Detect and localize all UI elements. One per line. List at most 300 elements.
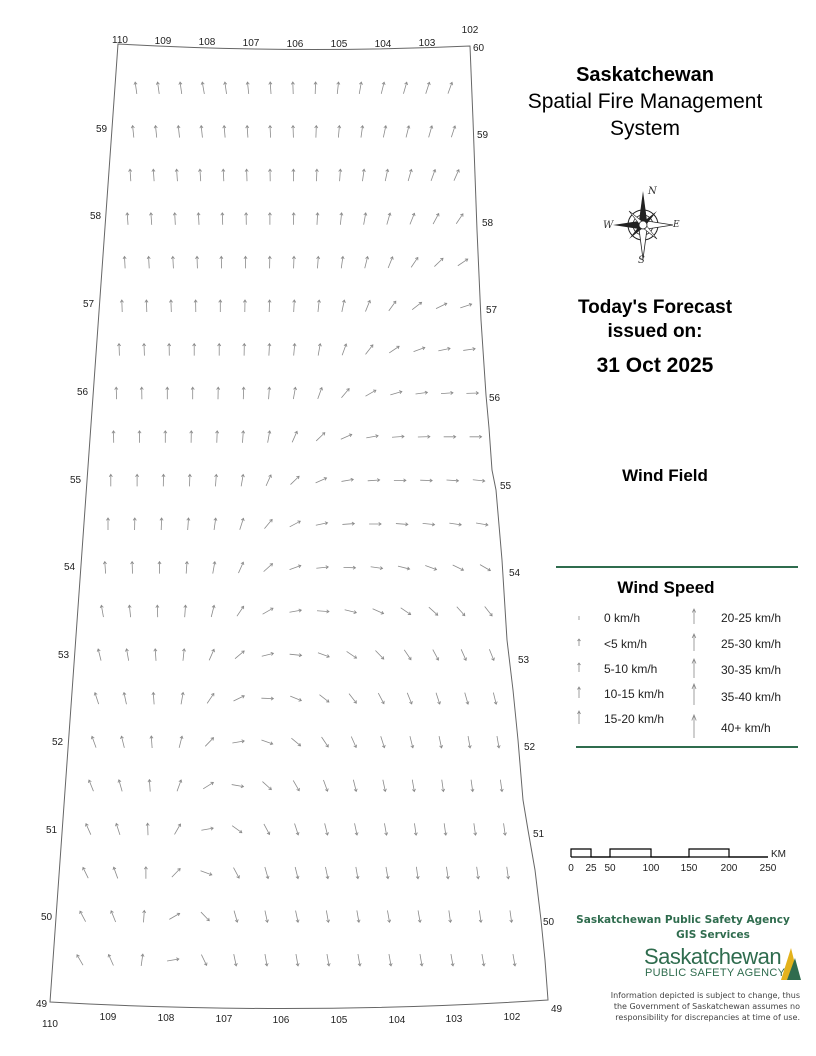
bottom-longitude-label: 110 [42, 1019, 58, 1030]
wind-arrow [220, 256, 223, 268]
wind-arrow [148, 780, 152, 792]
left-latitude-label: 58 [90, 211, 102, 222]
wind-arrow [289, 653, 301, 657]
wind-arrow [317, 609, 329, 613]
wind-arrow [505, 867, 510, 879]
wind-arrow [315, 521, 327, 527]
wind-arrow [156, 82, 161, 94]
wind-arrow [384, 867, 389, 879]
wind-arrow [368, 478, 380, 482]
wind-arrow [392, 435, 404, 439]
disclaimer [588, 990, 800, 1023]
compass-e: E [673, 220, 680, 230]
wind-arrow [126, 213, 130, 225]
wind-arrow [245, 126, 249, 138]
wind-arrow [386, 910, 391, 922]
top-longitude-label: 109 [154, 36, 172, 47]
scale-bar [571, 849, 768, 857]
wind-arrow [430, 169, 437, 181]
wind-arrow [388, 345, 400, 354]
wind-arrow [508, 910, 513, 922]
wind-arrow [150, 736, 154, 748]
wind-arrow [112, 431, 115, 443]
wind-arrow [424, 82, 431, 94]
wind-arrow [142, 910, 146, 922]
wind-arrow [181, 649, 185, 661]
bottom-longitude-label: 106 [272, 1015, 290, 1026]
wind-arrow [341, 478, 353, 483]
wind-arrow [211, 561, 216, 573]
wind-arrow [84, 823, 92, 835]
wind-arrow [338, 169, 342, 181]
wind-arrows-layer [76, 82, 517, 966]
wind-arrow [198, 169, 202, 181]
wind-arrow [402, 82, 408, 94]
wind-arrow [425, 564, 437, 571]
wind-arrow [87, 779, 94, 791]
agency-department: GIS Services [676, 929, 750, 941]
wind-arrow [222, 125, 226, 137]
wind-arrow [201, 827, 213, 832]
wind-arrow [263, 910, 269, 922]
wind-arrow [316, 256, 320, 268]
wind-arrow [268, 169, 271, 181]
wind-arrow [268, 256, 271, 268]
legend-top-rule [556, 566, 798, 568]
wind-arrow [262, 607, 274, 616]
wind-arrow [317, 651, 329, 658]
legend-item: 20-25 km/h [721, 611, 782, 625]
wind-arrow [411, 779, 416, 791]
wind-arrow [420, 479, 432, 483]
wind-arrow [449, 954, 454, 966]
wind-arrow [191, 387, 194, 399]
wind-arrow [167, 344, 170, 356]
wind-arrow [140, 954, 145, 966]
wind-arrow [323, 823, 329, 835]
wind-arrow [103, 562, 107, 574]
wind-arrow [216, 387, 219, 399]
wind-arrow [233, 694, 245, 702]
wind-arrow [133, 518, 136, 530]
wind-arrow [268, 300, 272, 312]
wind-arrow [169, 300, 173, 312]
wind-arrow [152, 169, 156, 181]
wind-arrow [416, 910, 421, 922]
wind-arrow [232, 739, 244, 744]
wind-arrow [411, 301, 422, 311]
wind-arrow [115, 387, 119, 399]
wind-arrow [261, 738, 273, 745]
wind-arrow [365, 389, 377, 398]
wind-arrow [415, 391, 427, 396]
wind-arrow [166, 387, 169, 399]
wind-arrow [268, 213, 271, 225]
wind-arrow [352, 779, 358, 791]
wind-arrow [394, 479, 406, 482]
wind-arrow [449, 522, 461, 527]
wind-arrow [136, 474, 139, 486]
title-system-line: Spatial Fire Management [527, 90, 763, 113]
wind-arrow [268, 126, 272, 138]
scale-tick: 200 [720, 863, 738, 874]
wind-arrow [316, 387, 323, 399]
wind-arrow [208, 649, 216, 661]
wind-arrow [460, 303, 472, 310]
wind-arrow [232, 867, 240, 879]
wind-arrow [210, 605, 216, 617]
wind-arrow [201, 82, 206, 94]
wind-arrow [473, 478, 485, 482]
scale-tick: 100 [642, 863, 660, 874]
wind-arrow [76, 954, 85, 966]
top-longitude-label: 108 [198, 37, 216, 48]
right-latitude-label: 50 [543, 917, 555, 928]
left-latitude-label: 55 [70, 475, 82, 486]
wind-arrow [452, 169, 460, 181]
wind-arrow [188, 474, 192, 486]
wind-arrow [128, 169, 132, 181]
wind-arrow [342, 522, 354, 526]
wind-arrow [455, 213, 464, 225]
legend-title: Wind Speed [617, 578, 715, 597]
wind-arrow [197, 213, 201, 225]
wind-arrow [266, 431, 271, 443]
wind-arrow [363, 256, 369, 268]
wind-arrow [396, 522, 408, 526]
forecast-date: 31 Oct 2025 [596, 354, 714, 377]
wind-arrow [200, 125, 204, 137]
wind-arrow [382, 125, 388, 137]
wind-arrow [324, 867, 330, 879]
wind-arrow [447, 910, 452, 922]
wind-arrow [337, 125, 341, 137]
scale-unit: KM [771, 849, 786, 860]
wind-arrow [372, 607, 384, 615]
agency-logo [644, 944, 802, 984]
wind-arrow [173, 823, 182, 835]
top-longitude-label: 103 [418, 38, 436, 49]
wind-arrow [408, 736, 414, 748]
wind-arrow [134, 82, 139, 94]
legend-item: 5-10 km/h [604, 662, 658, 676]
wind-arrow [476, 521, 488, 526]
wind-arrow [370, 565, 382, 570]
left-latitude-label: 54 [64, 562, 76, 573]
wind-arrow [364, 300, 371, 312]
wind-arrow [406, 692, 413, 704]
wind-arrow [162, 474, 165, 486]
wind-arrow [263, 954, 268, 966]
wind-arrow [403, 649, 412, 661]
wind-arrow [339, 213, 343, 225]
wind-arrow [408, 213, 415, 225]
wind-arrow [261, 697, 273, 701]
wind-arrow [343, 566, 355, 570]
wind-arrow [291, 82, 295, 94]
wind-arrow [195, 256, 199, 268]
wind-arrow [202, 781, 214, 790]
wind-arrow [244, 256, 247, 268]
title-block [500, 62, 790, 142]
wind-arrow [138, 431, 141, 443]
wind-arrow [383, 823, 388, 835]
disclaimer-line: the Government of Saskatchewan assumes no [613, 1002, 800, 1011]
wind-arrow [358, 82, 363, 94]
wind-arrow [125, 649, 130, 661]
wind-arrow [110, 910, 117, 922]
wind-arrow [362, 213, 367, 225]
wind-arrow [418, 954, 423, 966]
wind-arrow [314, 126, 318, 138]
wind-arrow [292, 300, 296, 312]
compass-s: S [638, 255, 645, 266]
wind-arrow [340, 433, 352, 441]
wind-arrow [289, 609, 301, 614]
wind-arrow [413, 346, 425, 353]
right-latitude-label: 49 [551, 1004, 563, 1015]
wind-arrow [404, 125, 410, 137]
wind-arrow [483, 605, 493, 616]
wind-arrow [315, 431, 326, 442]
wind-arrow [123, 256, 127, 268]
wind-arrow [478, 910, 483, 922]
wind-arrow [422, 522, 434, 526]
wind-arrow [240, 474, 245, 486]
wind-arrow [246, 82, 250, 94]
wind-arrow [173, 213, 177, 225]
wind-arrow [293, 823, 300, 835]
wind-arrow [456, 606, 466, 617]
wind-arrow [176, 779, 183, 791]
wind-arrow [441, 391, 453, 395]
agency-name: Saskatchewan Public Safety Agency [576, 914, 790, 926]
wind-arrow [171, 256, 175, 268]
wind-arrow [457, 258, 469, 267]
agency-credit [560, 913, 806, 943]
wind-arrow [364, 344, 374, 355]
top-longitude-label: 110 [112, 35, 128, 46]
wind-arrow [390, 390, 402, 396]
bottom-longitude-label: 105 [330, 1015, 348, 1026]
wind-arrow [387, 300, 397, 312]
wind-arrow [175, 169, 179, 181]
wind-arrow [428, 606, 439, 616]
wind-arrow [171, 867, 182, 878]
wind-arrow [107, 954, 115, 966]
wind-arrow [289, 520, 301, 528]
right-latitude-label: 58 [482, 218, 494, 229]
wind-arrow [194, 300, 197, 312]
wind-arrow [410, 257, 419, 269]
wind-arrow [315, 476, 327, 484]
wind-arrow [340, 300, 346, 312]
wind-arrow [355, 910, 360, 922]
wind-arrow [261, 652, 273, 658]
wind-arrow [261, 780, 272, 790]
wind-arrow [154, 125, 158, 137]
logo-subtitle: PUBLIC SAFETY AGENCY [645, 967, 786, 979]
left-latitude-label: 56 [77, 387, 89, 398]
wind-arrow [361, 169, 366, 181]
wind-arrow [398, 565, 410, 571]
wind-arrow [233, 910, 239, 922]
wind-arrow [149, 213, 153, 225]
layer-title: Wind Field [622, 466, 708, 485]
wind-arrow [120, 736, 126, 748]
wind-arrow [294, 867, 300, 879]
wind-arrow [292, 169, 295, 181]
wind-arrow [344, 608, 356, 614]
wind-arrow [79, 910, 87, 922]
wind-arrow [437, 736, 443, 748]
wind-arrow [380, 82, 386, 94]
legend-item: 35-40 km/h [721, 690, 782, 704]
wind-arrow [445, 867, 450, 879]
legend-item: 40+ km/h [721, 721, 771, 735]
wind-arrow [234, 650, 245, 660]
left-latitude-label: 50 [41, 912, 53, 923]
wind-arrow [472, 823, 477, 835]
wind-arrow [325, 954, 330, 966]
forecast-label: issued on: [607, 321, 703, 342]
left-latitude-label: 59 [96, 124, 108, 135]
wind-arrow [348, 693, 358, 704]
wind-arrow [444, 435, 456, 438]
top-longitude-label: 102 [461, 25, 479, 36]
wind-arrow [269, 82, 273, 94]
wind-arrow [242, 344, 245, 356]
right-latitude-label: 54 [509, 568, 521, 579]
wind-arrow [97, 649, 103, 661]
scale-tick: 0 [568, 863, 574, 874]
wind-arrow [106, 518, 109, 530]
wind-arrow [413, 823, 418, 835]
scale-tick: 50 [604, 863, 616, 874]
wind-arrow [100, 605, 105, 617]
wind-arrow [206, 693, 215, 705]
wind-arrow [294, 910, 300, 922]
wind-arrow [418, 435, 430, 439]
wind-arrow [212, 518, 217, 530]
wind-arrow [381, 779, 387, 791]
wind-arrow [112, 867, 119, 879]
wind-arrow [316, 565, 328, 569]
wind-arrow [385, 213, 391, 225]
wind-arrow [265, 474, 273, 486]
right-latitude-label: 56 [489, 393, 501, 404]
wind-arrow [167, 957, 179, 962]
wind-arrow [289, 564, 301, 571]
wind-arrow [499, 779, 504, 791]
wind-arrow [231, 783, 243, 788]
wind-arrow [156, 605, 160, 617]
bottom-longitude-label: 109 [99, 1012, 117, 1023]
wind-arrow [290, 737, 301, 747]
top-longitude-label: 107 [242, 38, 260, 49]
wind-arrow [460, 649, 468, 661]
wind-arrow [185, 562, 189, 574]
wind-arrow [179, 692, 184, 704]
province-boundary [50, 44, 548, 1009]
wind-arrow [267, 387, 271, 399]
right-latitude-label: 60 [473, 43, 485, 54]
wind-arrow [479, 563, 491, 572]
wind-arrow [242, 387, 246, 399]
legend-item: 25-30 km/h [721, 637, 782, 651]
wind-arrow [236, 605, 245, 617]
bottom-longitude-label: 104 [388, 1015, 406, 1026]
legend-item: 0 km/h [604, 611, 641, 625]
wind-arrow [245, 169, 249, 181]
wind-arrow [146, 823, 150, 835]
wind-arrow [315, 213, 319, 225]
wind-arrow [379, 736, 386, 748]
wind-arrow [292, 213, 295, 225]
wind-arrow [189, 431, 192, 443]
wind-arrow [131, 125, 135, 137]
wind-arrow [369, 522, 381, 525]
wind-arrow [377, 692, 385, 704]
wind-arrow [164, 431, 167, 443]
wind-arrow [178, 82, 183, 94]
wind-arrow [193, 344, 196, 356]
legend-item: 10-15 km/h [604, 687, 665, 701]
wind-arrow [354, 867, 359, 879]
wind-arrow [130, 562, 134, 574]
wind-arrow [480, 954, 485, 966]
compass-n: N [648, 186, 657, 197]
title-province: Saskatchewan [576, 64, 714, 86]
wind-arrow [82, 867, 90, 879]
wind-arrow [178, 736, 184, 748]
wind-arrow [450, 125, 457, 137]
wind-arrow [353, 823, 359, 835]
wind-arrow [115, 823, 122, 835]
wind-arrow [289, 475, 300, 486]
right-latitude-label: 57 [486, 305, 498, 316]
wind-arrow [158, 562, 161, 574]
wind-arrow [446, 82, 453, 94]
wind-arrow [152, 692, 156, 704]
wind-arrow [160, 518, 164, 530]
wind-arrow [475, 867, 480, 879]
wind-arrow [511, 954, 516, 966]
wind-arrow [384, 169, 390, 181]
right-latitude-label: 53 [518, 655, 530, 666]
compass-rose-icon [603, 186, 680, 266]
wind-arrow [407, 169, 413, 181]
wind-arrow [446, 478, 458, 482]
wind-arrow [263, 518, 273, 529]
wind-arrow [502, 823, 507, 835]
wind-arrow [320, 736, 329, 748]
left-latitude-label: 49 [36, 999, 48, 1010]
wind-arrow [322, 779, 329, 791]
wind-arrow [359, 125, 364, 137]
wind-arrow [219, 300, 222, 312]
wind-arrow [169, 912, 181, 921]
wind-arrow [232, 954, 238, 966]
wind-arrow [221, 213, 225, 225]
wind-arrow [466, 391, 478, 395]
wind-arrow [356, 954, 361, 966]
wind-arrow [183, 605, 187, 617]
bottom-longitude-label: 108 [157, 1013, 175, 1024]
wind-arrow [470, 435, 482, 438]
wind-arrow [90, 736, 97, 748]
wind-arrow [317, 343, 322, 355]
